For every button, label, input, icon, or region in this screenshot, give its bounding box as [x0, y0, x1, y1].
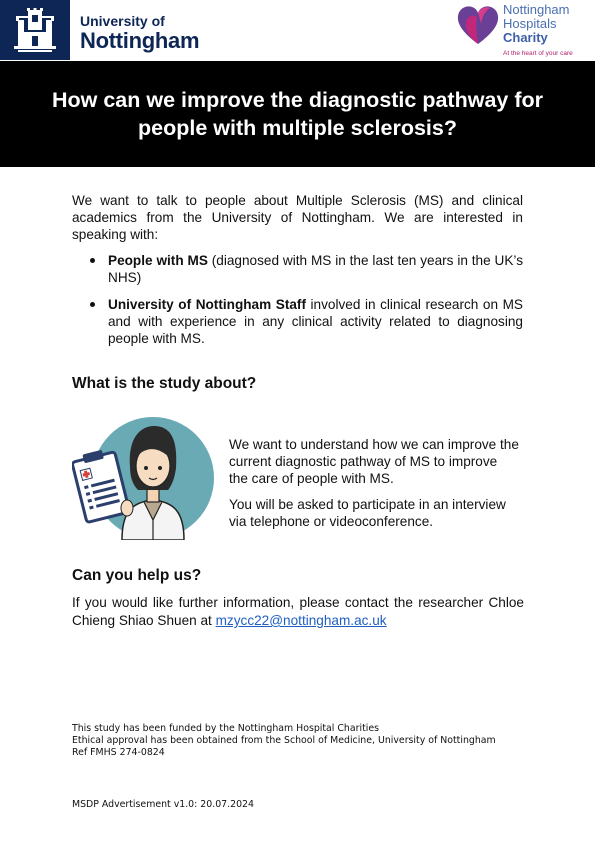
university-line2: Nottingham	[80, 28, 200, 53]
section-heading-help: Can you help us?	[72, 567, 202, 584]
ethics-note: Ethical approval has been obtained from the School of Medicine, University of Nottingham Ref FMHS 274-0824	[72, 735, 496, 758]
about-paragraph-1: We want to understand how we can improve the current diagnostic pathway of MS to improve the care of people with MS.	[229, 437, 519, 486]
university-of-nottingham-logo	[0, 0, 200, 60]
page-title: How can we improve the diagnostic pathway for people with multiple sclerosis?	[51, 88, 543, 140]
list-item	[72, 296, 523, 347]
contact-email-link[interactable]: mzycc22@nottingham.ac.uk	[215, 613, 387, 628]
about-paragraph-2: You will be asked to participate in an interview via telephone or videoconference.	[229, 497, 506, 529]
nottingham-hospitals-charity-logo	[455, 2, 590, 60]
list-item-bold: People with MS	[108, 253, 208, 268]
help-paragraph	[72, 594, 524, 630]
castle-crest-icon	[0, 0, 70, 60]
participant-list	[72, 252, 523, 357]
about-text	[229, 436, 519, 539]
charity-tagline: At the heart of your care	[503, 50, 573, 57]
charity-line3: Charity	[503, 30, 548, 45]
doctor-with-clipboard-icon	[72, 416, 214, 540]
university-wordmark	[80, 14, 199, 52]
list-item-text: involved in clinical research on MS and with experience in any clinical activity related to diagnosing people with MS.	[108, 297, 523, 346]
version-note: MSDP Advertisement v1.0: 20.07.2024	[72, 799, 254, 810]
help-text: If you would like further information, please contact the researcher Chloe Chieng Shiao Shuen at	[72, 595, 524, 628]
list-item-text: (diagnosed with MS in the last ten years in the UK’s NHS)	[108, 253, 523, 285]
heart-icon	[455, 2, 501, 48]
list-item	[72, 252, 523, 286]
funding-note: This study has been funded by the Nottingham Hospital Charities	[72, 723, 380, 734]
intro-paragraph: We want to talk to people about Multiple Sclerosis (MS) and clinical academics from the University of Nottingham. We are interested in speaking with:	[72, 193, 523, 242]
title-banner	[0, 61, 595, 167]
charity-line1: Nottingham	[503, 2, 570, 17]
university-line1: University of	[80, 13, 165, 29]
list-item-bold: University of Nottingham Staff	[108, 297, 306, 312]
section-heading-about: What is the study about?	[72, 375, 257, 392]
footer-notes	[72, 723, 512, 759]
charity-line2: Hospitals	[503, 16, 557, 31]
charity-wordmark	[503, 3, 569, 45]
